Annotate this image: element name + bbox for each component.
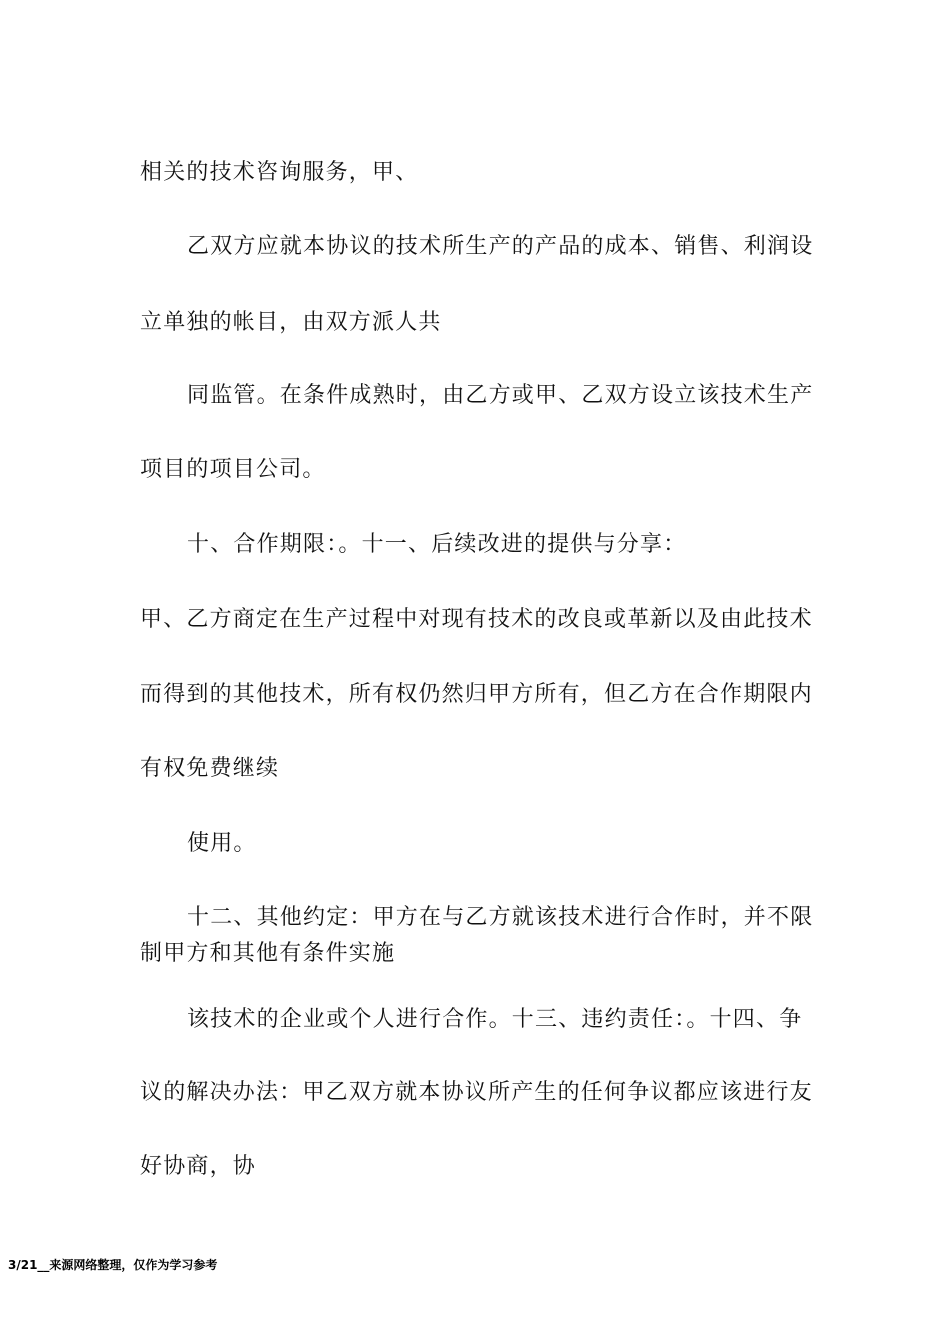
body-line-14: 议的解决办法：甲乙双方就本协议所产生的任何争议都应该进行友 <box>140 1080 813 1105</box>
body-line-2: 乙双方应就本协议的技术所生产的产品的成本、销售、利润设 <box>187 234 814 259</box>
body-line-5: 项目的项目公司。 <box>140 457 326 482</box>
body-line-7: 甲、乙方商定在生产过程中对现有技术的改良或革新以及由此技术 <box>140 607 813 632</box>
body-line-1: 相关的技术咨询服务，甲、 <box>140 160 419 185</box>
body-line-9: 有权免费继续 <box>140 756 280 781</box>
body-line-11: 十二、其他约定：甲方在与乙方就该技术进行合作时，并不限 <box>187 905 814 930</box>
body-line-6: 十、合作期限：。十一、后续改进的提供与分享： <box>187 532 687 557</box>
body-line-3: 立单独的帐目，由双方派人共 <box>140 310 442 335</box>
body-line-4: 同监管。在条件成熟时，由乙方或甲、乙双方设立该技术生产 <box>187 383 814 408</box>
body-line-8: 而得到的其他技术，所有权仍然归甲方所有，但乙方在合作期限内 <box>140 682 813 707</box>
body-line-15: 好协商，协 <box>140 1154 257 1179</box>
page-footer: 3/21__来源网络整理，仅作为学习参考 <box>8 1258 218 1272</box>
body-line-12: 制甲方和其他有条件实施 <box>140 941 396 966</box>
body-line-13: 该技术的企业或个人进行合作。十三、违约责任：。十四、争 <box>187 1007 803 1032</box>
body-line-10: 使用。 <box>187 831 257 856</box>
